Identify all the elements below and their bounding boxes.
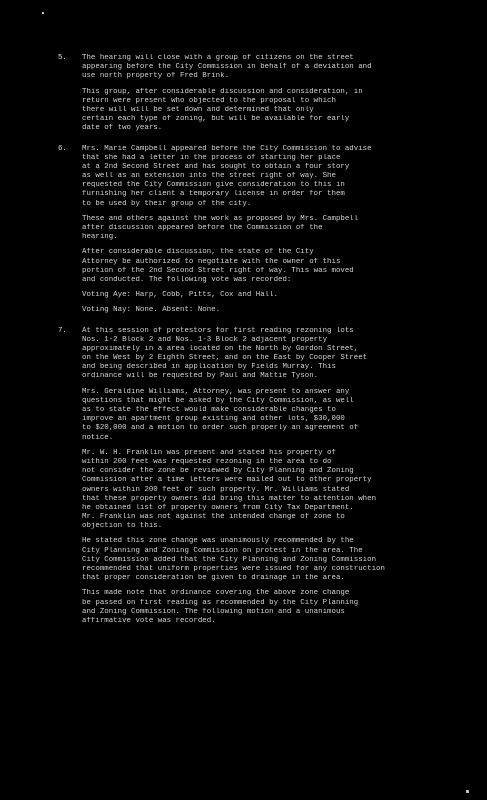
text-line: City Commission added that the City Planning and Zoning Commission (82, 555, 377, 564)
vote-record (82, 291, 410, 300)
text-line: as well as an extension into the street right of way. She (82, 172, 336, 181)
text-line: approximately in a area located on the North by Gordon Street, (82, 344, 359, 353)
scan-speck (466, 790, 469, 793)
text-line: owners within 200 feet of such property. Mr. Williams stated (82, 485, 350, 494)
text-line: Nos. 1-2 Block 2 and Nos. 1-3 Block 2 adjacent property (82, 335, 328, 344)
agenda-item-6 (58, 145, 410, 316)
text-line: He stated this zone change was unanimously recommended by the (82, 537, 354, 546)
agenda-item-7 (58, 327, 410, 627)
vote-record (82, 306, 410, 315)
text-line: to $20,000 and a motion to order such properly an agreement of (82, 424, 359, 433)
paragraph (82, 449, 410, 532)
text-line: Attorney be authorized to negotiate with the owner of this (82, 257, 341, 266)
text-line: within 200 feet was requested rezoning in the area to do (82, 457, 332, 466)
text-line: as to state the effect would make considerable changes to (82, 406, 336, 414)
text-line: After considerable discussion, the state of the City (82, 248, 314, 257)
text-line: and Zoning Commission. The following motion and a unanimous (82, 607, 345, 616)
text-line: use north property of Fred Brink. (82, 72, 230, 81)
vote-aye-line: Voting Aye: Harp, Cobb, Pitts, Cox and Hall. (82, 291, 279, 300)
text-line: return were present who objected to the proposal to which (82, 96, 336, 105)
text-line: and being described in application by Fields Murray. This (82, 363, 336, 372)
text-line: requested the City Commission give consideration to this in (82, 181, 345, 190)
paragraph (82, 88, 410, 134)
item-number: 6. (58, 144, 67, 153)
text-line: on the West by 2 Eighth Street, and on the East by Cooper Street (82, 354, 368, 363)
minutes-body (58, 54, 410, 632)
paragraph (82, 537, 410, 583)
text-line: that these property owners did bring this matter to attention when (82, 494, 377, 503)
text-line: certain each type of zoning, but will be available for early (82, 115, 350, 124)
text-line: to be used by their group of the city. (82, 199, 252, 208)
text-line: not consider the zone be reviewed by City Planning and Zoning (82, 467, 354, 476)
text-line: portion of the 2nd Second Street right of way. This was moved (82, 266, 354, 275)
text-line: This group, after considerable discussion and consideration, in (82, 87, 363, 96)
text-line: affirmative vote was recorded. (82, 616, 216, 625)
text-line: Mrs. Marie Campbell appeared before the City Commission to advise (82, 144, 372, 153)
text-line: and conducted. The following vote was recorded: (82, 275, 292, 284)
paragraph (82, 589, 410, 626)
text-line: he obtained list of property owners from City Tax Department. (82, 503, 354, 512)
text-line: City Planning and Zoning Commission on protest in the area. The (82, 546, 363, 555)
text-line: improve an apartment group existing and other lots, $30,000 (82, 415, 345, 424)
text-line: that she had a letter in the process of starting her place (82, 153, 341, 162)
text-line: Commission after a time letters were mailed out to other property (82, 476, 372, 485)
text-line: hearing. (82, 233, 118, 242)
text-line: These and others against the work as proposed by Mrs. Campbell (82, 214, 359, 223)
text-line: date of two years. (82, 124, 163, 133)
text-line: objection to this. (82, 522, 163, 531)
text-line: appearing before the City Commission in behalf of a deviation and (82, 63, 372, 72)
text-line: At this session of protestors for first reading rezoning lots (82, 326, 354, 335)
text-line: ordinance will be requested by Paul and Mattie Tyson. (82, 372, 319, 381)
text-line: questions that might be asked by the City Commission, as well (82, 396, 354, 405)
text-line: Mrs. Geraldine Williams, Attorney, was present to answer any (82, 387, 350, 396)
text-line: after discussion appeared before the Commission of the (82, 224, 323, 232)
text-line: be passed on first reading as recommended by the City Planning (82, 598, 359, 607)
paragraph (82, 145, 410, 209)
text-line: there will will be set down and determined that only (82, 105, 314, 114)
item-number: 5. (58, 54, 67, 62)
paragraph (82, 327, 410, 382)
scan-speck (42, 12, 44, 14)
text-line: The hearing will close with a group of citizens on the street (82, 54, 354, 62)
paragraph (82, 54, 410, 82)
paragraph (82, 215, 410, 243)
text-line: at a 2nd Second Street and has sought to obtain a four story (82, 162, 350, 171)
text-line: Mr. Franklin was not against the intended change of zone to (82, 513, 345, 522)
item-number: 7. (58, 326, 67, 335)
text-line: Mr. W. H. Franklin was present and stated his property of (82, 448, 336, 457)
paragraph (82, 388, 410, 443)
text-line: recommended that uniform properties were issued for any construction (82, 565, 385, 573)
text-line: notice. (82, 433, 114, 442)
text-line: This made note that ordinance covering the above zone change (82, 589, 350, 598)
text-line: furnishing her client a temporary license in order for them (82, 190, 345, 199)
vote-nay-line: Voting Nay: None. Absent: None. (82, 306, 221, 315)
paragraph (82, 248, 410, 285)
agenda-item-5 (58, 54, 410, 134)
text-line: that proper consideration be given to drainage in the area. (82, 574, 345, 583)
